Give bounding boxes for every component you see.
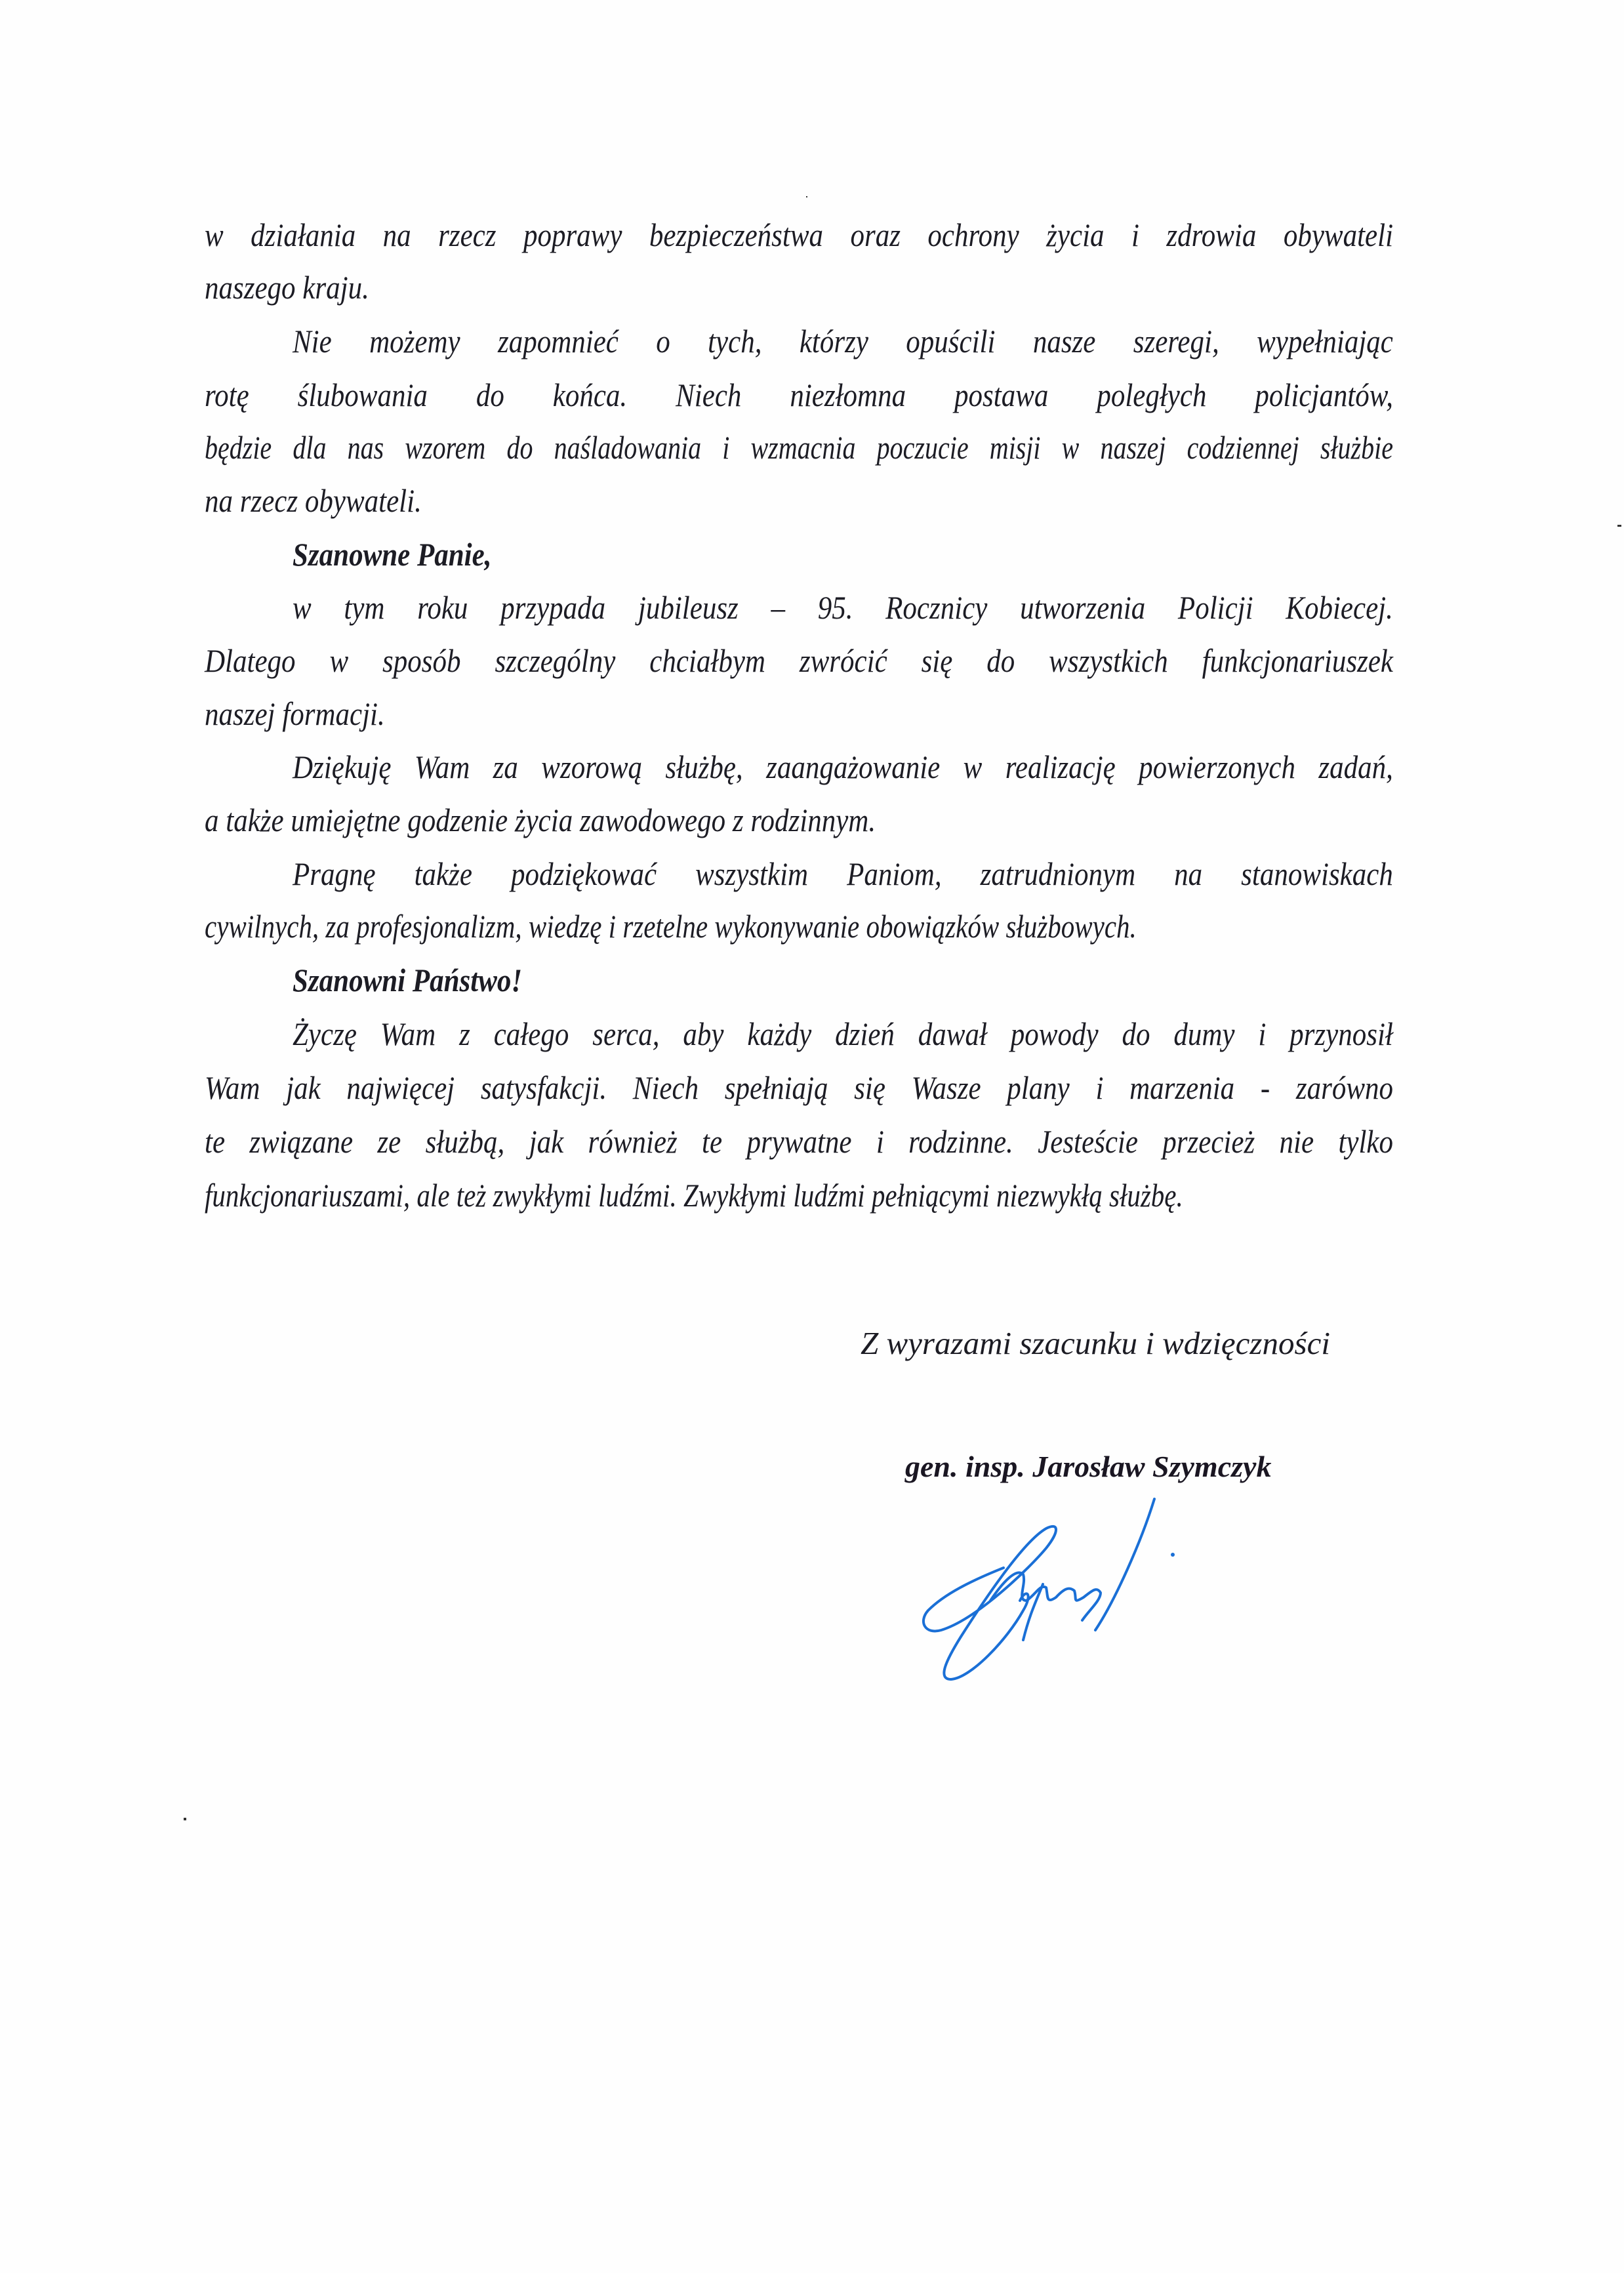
signature-strokes <box>990 1572 1101 1620</box>
letter-line: Pragnę także podziękować wszystkim Paniom, zatrudnionym na stanowiskach <box>293 855 1393 892</box>
scan-speck <box>806 196 807 197</box>
letter-line: Dlatego w sposób szczególny chciałbym zwrócić się do wszystkich funkcjonariuszek <box>205 642 1394 679</box>
letter-line: Życzę Wam z całego serca, aby każdy dzień dawał powody do dumy i przynosił <box>293 1015 1393 1052</box>
letter-line: na rzecz obywateli. <box>205 482 422 519</box>
handwritten-signature <box>892 1469 1259 1686</box>
letter-line: a także umiejętne godzenie życia zawodowego z rodzinnym. <box>205 802 876 838</box>
letter-line: w działania na rzecz poprawy bezpieczeństwa oraz ochrony życia i zdrowia obywateli <box>205 216 1394 253</box>
closing-phrase: Z wyrazami szacunku i wdzięczności <box>861 1325 1330 1361</box>
salutation-all: Szanowni Państwo! <box>293 962 523 998</box>
letter-line: będzie dla nas wzorem do naśladowania i wzmacnia poczucie misji w naszej codziennej służbie <box>205 429 1393 466</box>
letter-line: rotę ślubowania do końca. Niech niezłomna postawa poległych policjantów, <box>205 377 1394 413</box>
letter-line: Nie możemy zapomnieć o tych, którzy opuścili nasze szeregi, wypełniając <box>293 323 1393 359</box>
letter-line: cywilnych, za profesjonalizm, wiedzę i rzetelne wykonywanie obowiązków służbowych. <box>205 908 1137 945</box>
letter-line: Wam jak najwięcej satysfakcji. Niech spełniają się Wasze plany i marzenia - zarówno <box>205 1069 1394 1106</box>
salutation-ladies: Szanowne Panie, <box>293 536 492 573</box>
signer-name: gen. insp. Jarosław Szymczyk <box>905 1450 1272 1483</box>
scan-speck <box>1617 525 1621 527</box>
signature-dot <box>1171 1553 1175 1557</box>
signature-slash <box>1095 1499 1154 1630</box>
letter-line: w tym roku przypada jubileusz – 95. Rocznicy utworzenia Policji Kobiecej. <box>293 589 1393 626</box>
letter-line: funkcjonariuszami, ale też zwykłymi ludźmi. Zwykłymi ludźmi pełniącymi niezwykłą służbę. <box>205 1177 1183 1214</box>
scan-speck <box>184 1818 186 1820</box>
letter-line: Dziękuję Wam za wzorową służbę, zaangażowanie w realizację powierzonych zadań, <box>293 748 1393 785</box>
letter-line: te związane ze służbą, jak również te prywatne i rodzinne. Jesteście przecież nie tylko <box>205 1123 1394 1160</box>
letter-line: naszej formacji. <box>205 695 385 732</box>
letter-line: naszego kraju. <box>205 269 369 306</box>
